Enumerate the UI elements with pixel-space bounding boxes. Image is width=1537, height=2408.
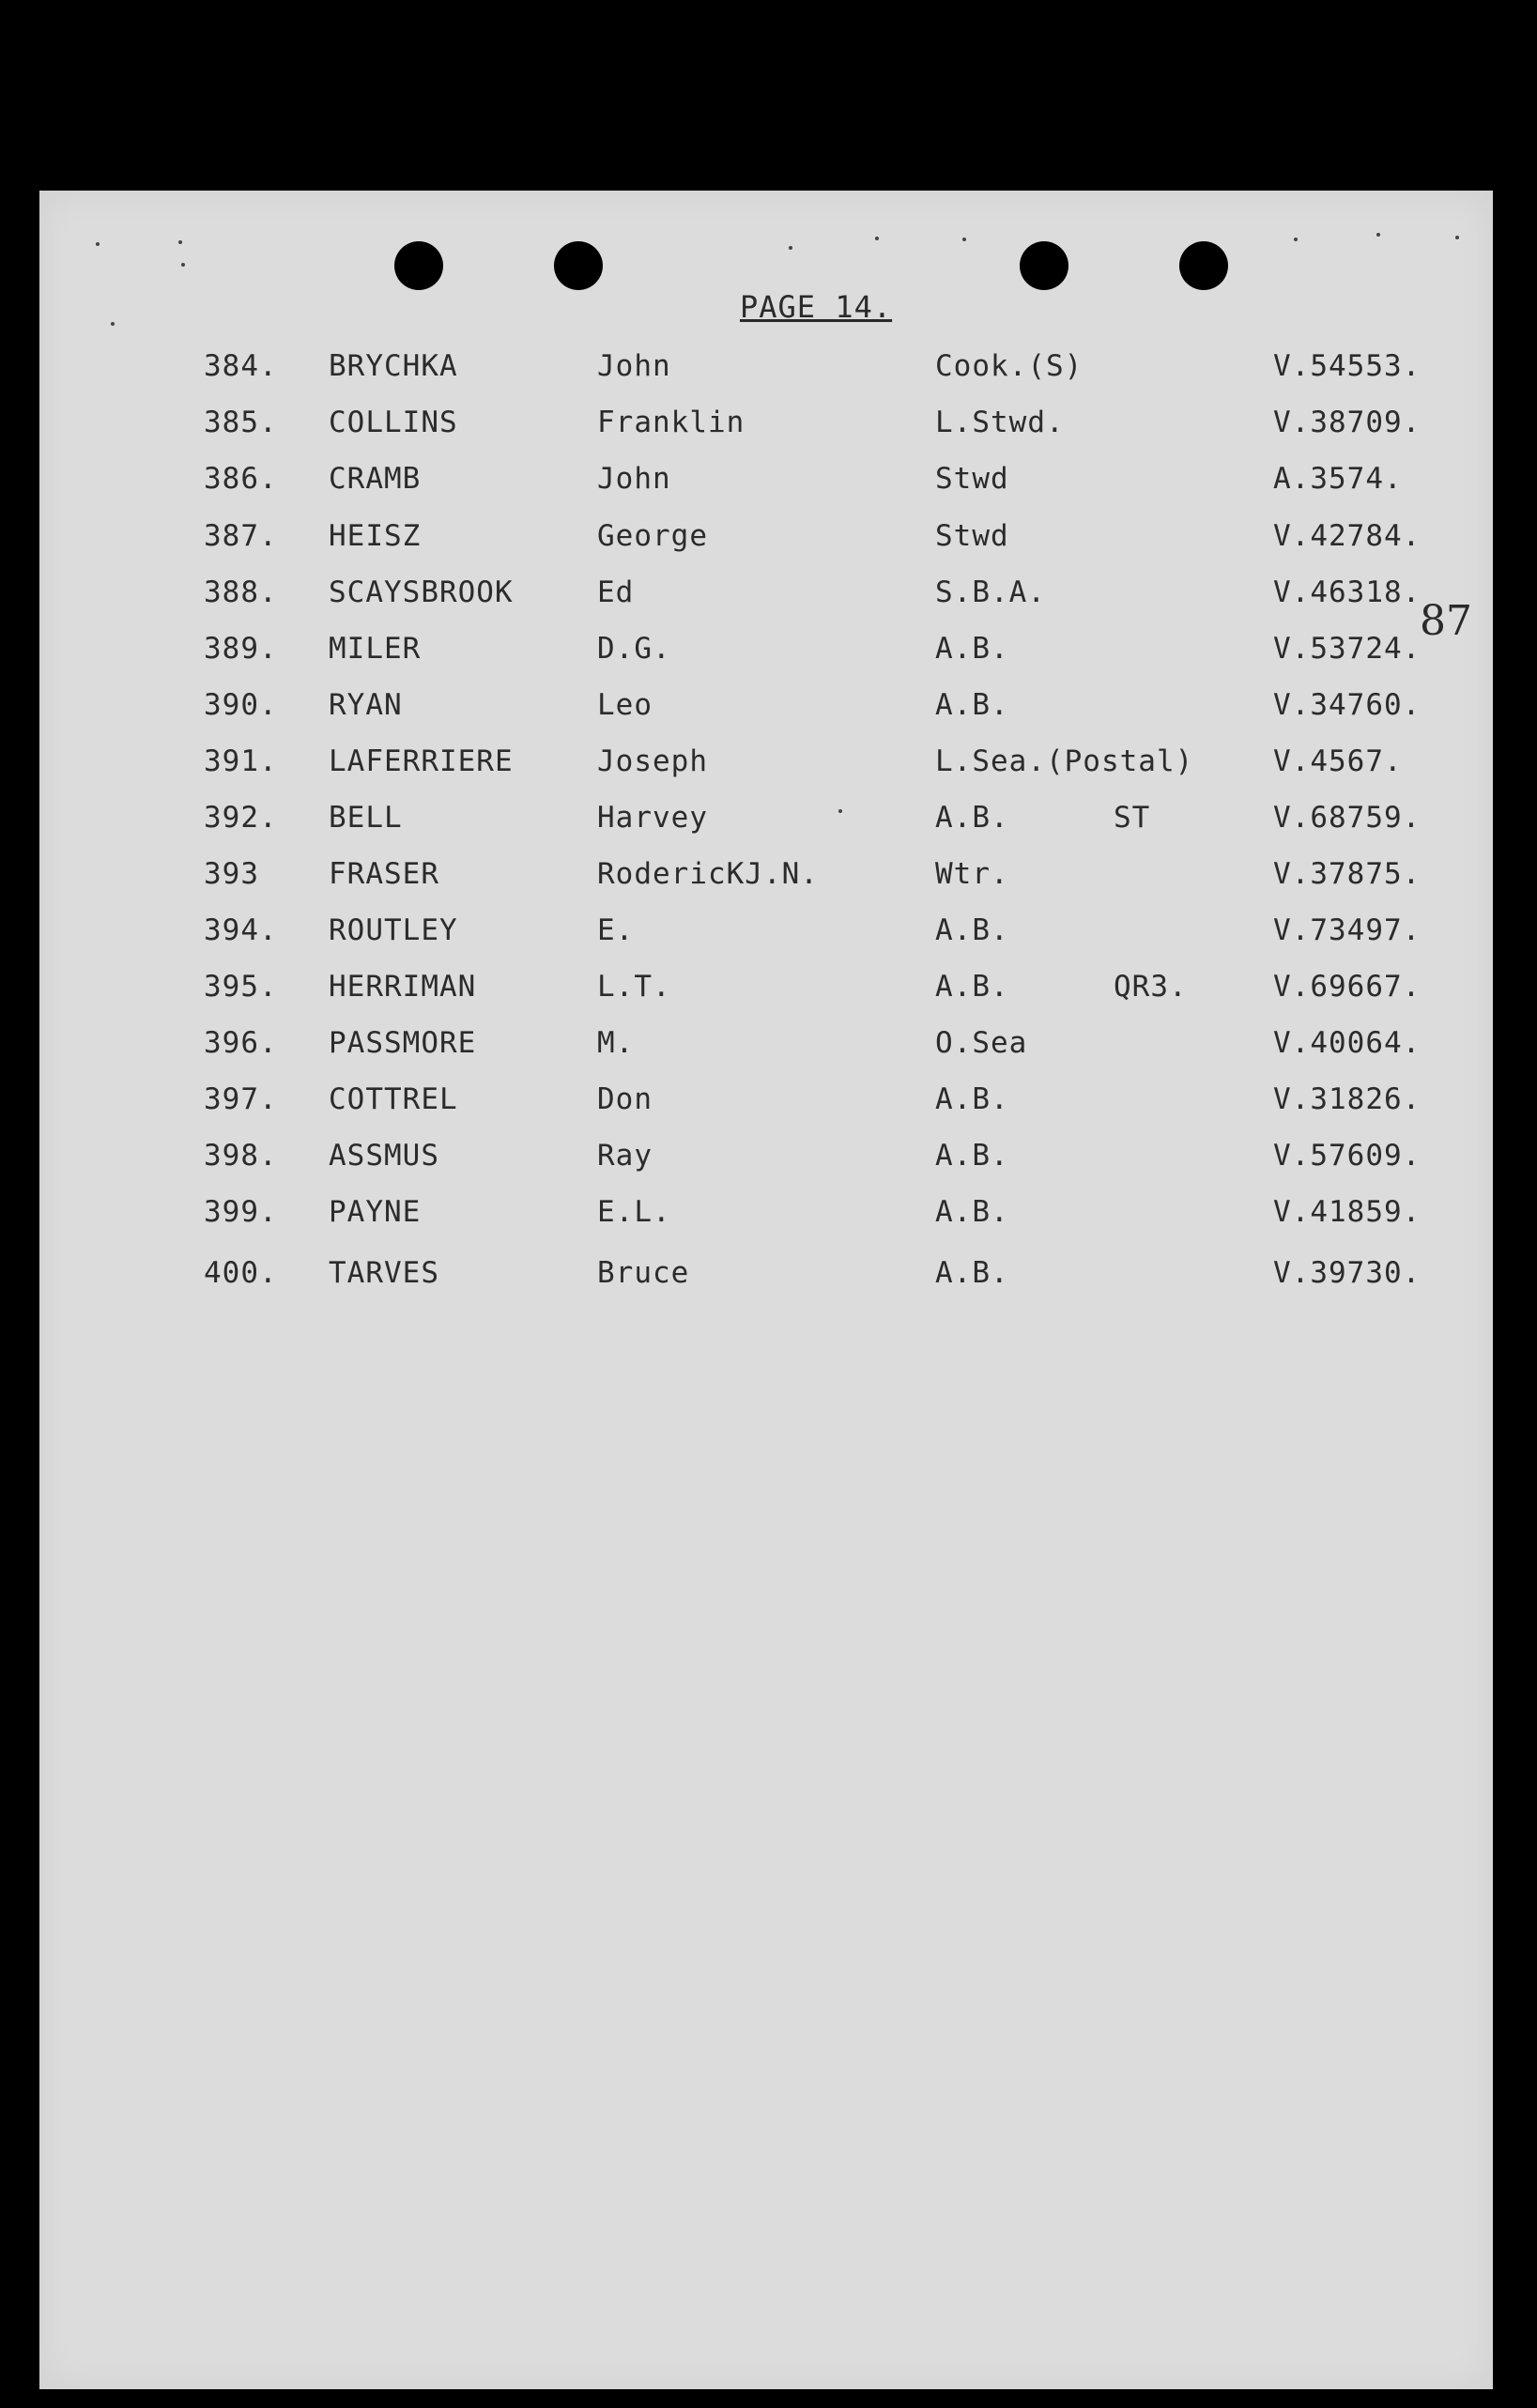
given-name: John	[597, 349, 671, 383]
given-name: E.	[597, 913, 635, 947]
crew-row	[0, 632, 1537, 669]
paper-speck	[1294, 238, 1298, 241]
official-number: V.54553.	[1273, 349, 1422, 383]
crew-row	[0, 801, 1537, 838]
official-number: V.68759.	[1273, 801, 1422, 835]
rating: A.B.	[935, 913, 1009, 947]
given-name: Joseph	[597, 744, 708, 778]
entry-number: 394.	[204, 913, 278, 947]
rating: A.B.	[935, 632, 1009, 666]
rating: O.Sea	[935, 1026, 1028, 1060]
official-number: V.38709.	[1273, 406, 1422, 439]
entry-number: 391.	[204, 744, 278, 778]
entry-number: 389.	[204, 632, 278, 666]
paper-speck	[1455, 236, 1459, 239]
paper-speck	[178, 240, 182, 244]
official-number: V.73497.	[1273, 913, 1422, 947]
crew-row	[0, 1082, 1537, 1120]
crew-row	[0, 744, 1537, 782]
paper-speck	[96, 242, 100, 246]
paper-speck	[1376, 233, 1380, 237]
surname: HERRIMAN	[329, 970, 477, 1004]
entry-number: 385.	[204, 406, 278, 439]
rating: Stwd	[935, 519, 1009, 553]
surname: COLLINS	[329, 406, 458, 439]
rating: A.B.	[935, 1195, 1009, 1229]
crew-row	[0, 1139, 1537, 1176]
given-name: Bruce	[597, 1256, 690, 1290]
given-name: Franklin	[597, 406, 745, 439]
official-number: V.57609.	[1273, 1139, 1422, 1173]
entry-number: 397.	[204, 1082, 278, 1116]
official-number: V.4567.	[1273, 744, 1403, 778]
crew-row	[0, 857, 1537, 895]
crew-row	[0, 462, 1537, 499]
surname: SCAYSBROOK	[329, 575, 514, 609]
crew-row	[0, 1195, 1537, 1233]
official-number: V.37875.	[1273, 857, 1422, 891]
surname: ASSMUS	[329, 1139, 439, 1173]
given-name: Harvey	[597, 801, 708, 835]
rating: A.B.	[935, 801, 1009, 835]
paper-speck	[181, 263, 185, 267]
surname: RYAN	[329, 688, 403, 722]
rating: A.B.	[935, 1139, 1009, 1173]
surname: ROUTLEY	[329, 913, 458, 947]
entry-number: 395.	[204, 970, 278, 1004]
surname: MILER	[329, 632, 422, 666]
crew-row	[0, 688, 1537, 726]
paper-speck	[111, 322, 115, 326]
surname: COTTREL	[329, 1082, 458, 1116]
rating: Wtr.	[935, 857, 1009, 891]
rating: A.B.	[935, 1256, 1009, 1290]
given-name: Ed	[597, 575, 635, 609]
entry-number: 390.	[204, 688, 278, 722]
given-name: L.T.	[597, 970, 671, 1004]
given-name: D.G.	[597, 632, 671, 666]
official-number: V.69667.	[1273, 970, 1422, 1004]
official-number: V.53724.	[1273, 632, 1422, 666]
page-title: PAGE 14.	[740, 289, 893, 325]
punch-hole	[1179, 241, 1228, 290]
given-name: George	[597, 519, 708, 553]
official-number: V.39730.	[1273, 1256, 1422, 1290]
crew-row	[0, 406, 1537, 443]
surname: FRASER	[329, 857, 439, 891]
qualification: QR3.	[1114, 970, 1188, 1004]
given-name: Ray	[597, 1139, 653, 1173]
handwritten-page-number: 87	[1420, 597, 1472, 645]
given-name: E.L.	[597, 1195, 671, 1229]
crew-row	[0, 1256, 1537, 1294]
punch-hole	[394, 241, 443, 290]
entry-number: 386.	[204, 462, 278, 496]
surname: HEISZ	[329, 519, 422, 553]
rating: L.Sea.(Postal)	[935, 744, 1194, 778]
given-name: RodericKJ.N.	[597, 857, 819, 891]
surname: CRAMB	[329, 462, 422, 496]
rating: A.B.	[935, 688, 1009, 722]
official-number: V.34760.	[1273, 688, 1422, 722]
official-number: V.42784.	[1273, 519, 1422, 553]
punch-hole	[1020, 241, 1068, 290]
entry-number: 400.	[204, 1256, 278, 1290]
surname: LAFERRIERE	[329, 744, 514, 778]
paper-speck	[962, 238, 966, 241]
surname: TARVES	[329, 1256, 439, 1290]
crew-row	[0, 913, 1537, 951]
crew-row	[0, 970, 1537, 1007]
official-number: A.3574.	[1273, 462, 1403, 496]
entry-number: 387.	[204, 519, 278, 553]
official-number: V.31826.	[1273, 1082, 1422, 1116]
surname: BRYCHKA	[329, 349, 458, 383]
crew-row	[0, 519, 1537, 557]
surname: PAYNE	[329, 1195, 422, 1229]
rating: L.Stwd.	[935, 406, 1065, 439]
entry-number: 388.	[204, 575, 278, 609]
surname: BELL	[329, 801, 403, 835]
paper-speck	[789, 246, 792, 250]
official-number: V.40064.	[1273, 1026, 1422, 1060]
entry-number: 393	[204, 857, 259, 891]
qualification: ST	[1114, 801, 1151, 835]
rating: A.B.	[935, 970, 1009, 1004]
entry-number: 396.	[204, 1026, 278, 1060]
official-number: V.46318.	[1273, 575, 1422, 609]
rating: S.B.A.	[935, 575, 1046, 609]
crew-row	[0, 349, 1537, 387]
crew-row	[0, 575, 1537, 613]
rating: Stwd	[935, 462, 1009, 496]
punch-hole	[554, 241, 603, 290]
surname: PASSMORE	[329, 1026, 477, 1060]
crew-row	[0, 1026, 1537, 1064]
rating: A.B.	[935, 1082, 1009, 1116]
entry-number: 398.	[204, 1139, 278, 1173]
given-name: Leo	[597, 688, 653, 722]
given-name: John	[597, 462, 671, 496]
given-name: Don	[597, 1082, 653, 1116]
given-name: M.	[597, 1026, 635, 1060]
official-number: V.41859.	[1273, 1195, 1422, 1229]
paper-speck	[875, 237, 879, 240]
entry-number: 392.	[204, 801, 278, 835]
rating: Cook.(S)	[935, 349, 1084, 383]
entry-number: 399.	[204, 1195, 278, 1229]
entry-number: 384.	[204, 349, 278, 383]
